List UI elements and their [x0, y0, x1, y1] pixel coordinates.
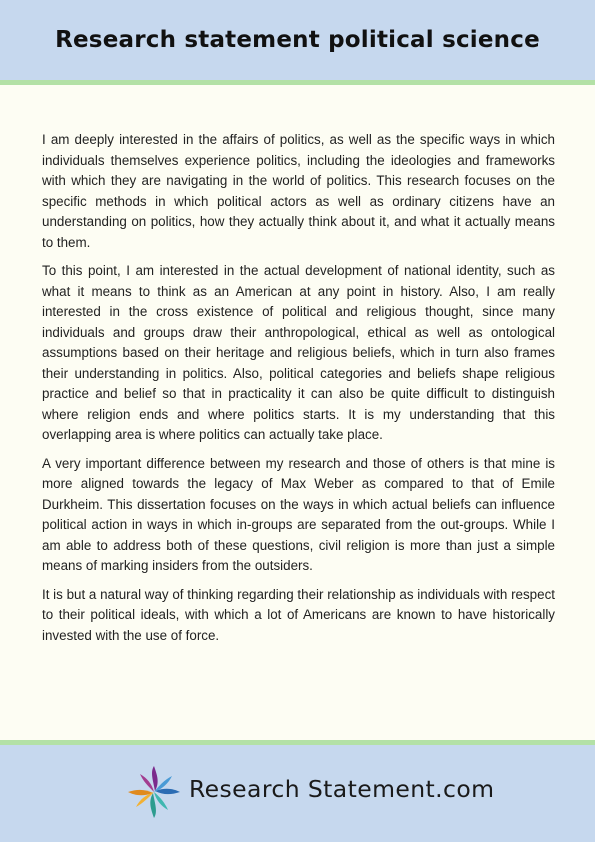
statement-body: [42, 130, 555, 654]
brand-name[interactable]: Research Statement.com: [189, 775, 495, 803]
page-title: Research statement political science: [55, 27, 540, 53]
paragraph-2: To this point, I am interested in the actual development of national identity, such as what it means to think as an American at any point in history. Also, I am really interested in the cross existence of political and religious thought, since many individuals and groups draw their anthropological, ethical as well as ontological assumptions based on their heritage and religious beliefs, which in turn also frames their understanding in politics. Also, political categories and beliefs shape religious practice and belief so that in practicality it can also be quite difficult to distinguish where religion ends and where politics starts. It is my understanding that this overlapping area is where politics can actually take place.: [42, 263, 555, 442]
page-footer: [0, 740, 595, 842]
page-header: [0, 0, 595, 85]
pinwheel-logo-icon: [128, 766, 180, 818]
paragraph-4: It is but a natural way of thinking regarding their relationship as individuals with respect to their political ideals, with which a lot of Americans are known to have historically invested with the use of force.: [42, 586, 555, 643]
paragraph-1: I am deeply interested in the affairs of politics, as well as the specific ways in which individuals themselves experience politics, including the ideologies and frameworks with which they are navigating in the world of politics. This research focuses on the specific methods in which political actors as well as ordinary citizens have an understanding on politics, how they actually think about it, and what it actually means to them.: [42, 132, 555, 250]
paragraph-3: A very important difference between my research and those of others is that mine is more aligned towards the legacy of Max Weber as compared to that of Emile Durkheim. This dissertation focuses on the ways in which actual beliefs can influence political action in ways in which in-groups are separated from the out-groups. While I am able to address both of these questions, civil religion is more than just a simple means of marking insiders from the outsiders.: [42, 455, 555, 573]
